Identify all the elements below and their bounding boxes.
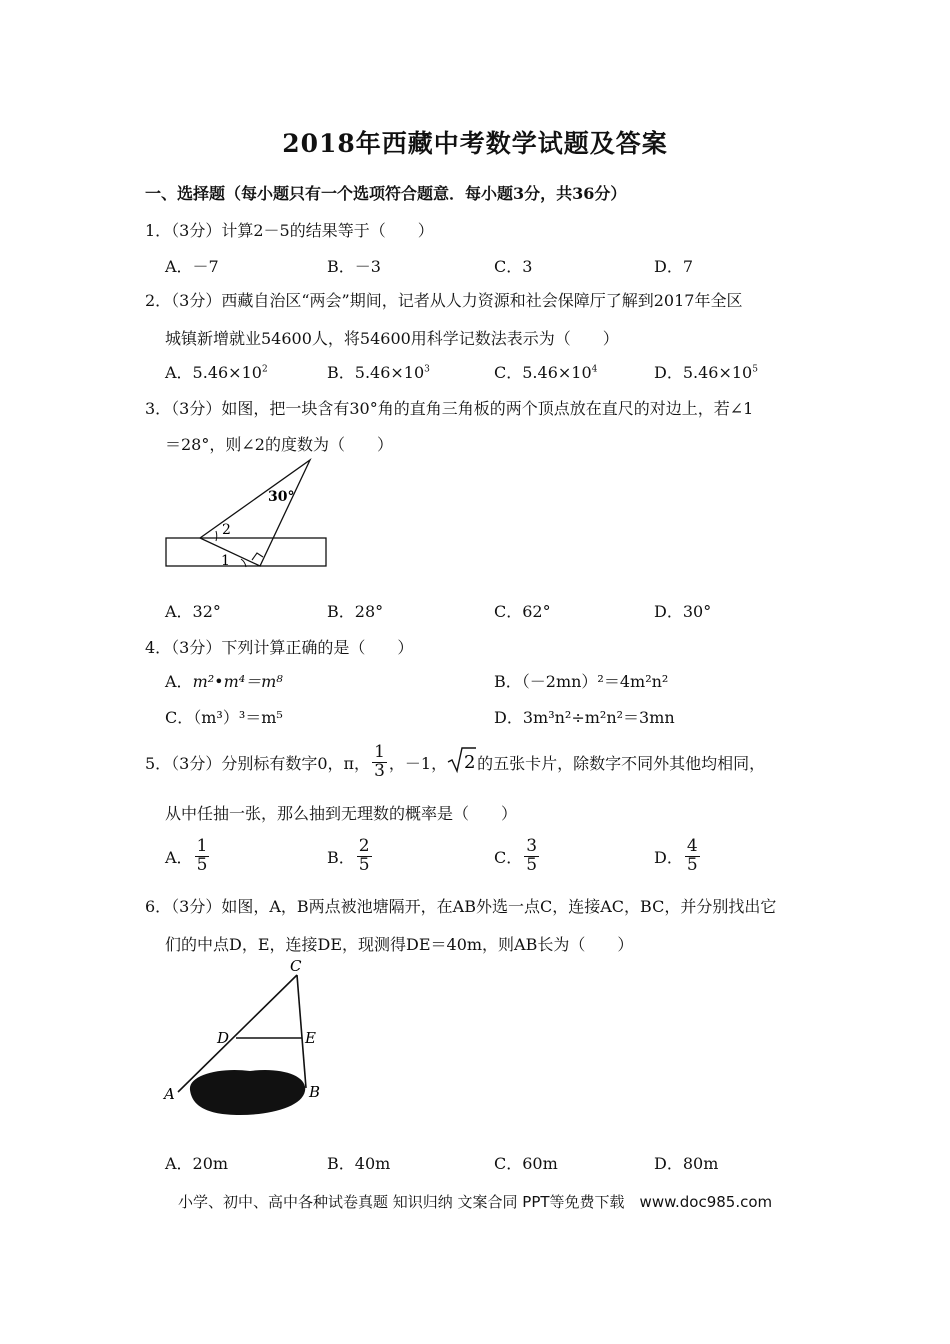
figure-point-d: D [217,1029,230,1047]
question-4-option-d: D．3m³n²÷m²n²＝3mn [494,708,675,727]
page-title: 2018年西藏中考数学试题及答案 [282,129,668,158]
question-6-figure [160,955,330,1125]
question-6-option-d: D．80m [654,1154,719,1173]
question-1-option-a: A．－7 [165,257,219,276]
question-5-option-b: B． $\frac{2}{5}$ [327,835,370,875]
question-6-option-a: A．20m [165,1154,229,1173]
question-4-option-c: C．（m³）³＝m⁵ [165,708,283,727]
question-6-line-1: 6．（3分）如图，A，B两点被池塘隔开，在AB外选一点C，连接AC，BC，并分别找出它 [145,897,777,916]
figure-angle-2-label: 2 [222,522,231,538]
question-3-figure [160,455,335,575]
question-3-option-b: B．28° [327,602,384,621]
question-5-line-1: 5．（3分）分别标有数字0，π， $\frac{1}{3}$ ，－1， 2 的五张卡片，除数字不同外其他均相同， [145,741,766,781]
question-1-stem: 1．（3分）计算2－5的结果等于（ ） [145,221,434,240]
figure-point-a: A [164,1085,175,1103]
figure-point-b: B [309,1083,321,1101]
svg-text:2: 2 [464,752,476,773]
question-5-line-2: 从中任抽一张，那么抽到无理数的概率是（ ） [165,804,518,823]
figure-angle-1-label: 1 [221,553,230,569]
one-third-fraction: $\frac{1}{3}$ [374,741,385,781]
question-3-line-2: ＝28°，则∠2的度数为（ ） [165,435,393,454]
question-1-option-b: B．－3 [327,257,381,276]
figure-angle-30-label: 30° [268,489,295,505]
question-2-option-b: B．$5.46\times 10^3$ [327,363,430,382]
triangle-shape [200,460,310,566]
figure-point-e: E [305,1029,316,1047]
question-3-option-c: C．62° [494,602,551,621]
question-2-line-2: 城镇新增就业54600人，将54600用科学记数法表示为（ ） [165,329,619,348]
question-2-option-a: A．$5.46\times 10^2$ [165,363,268,382]
ruler-shape [166,538,326,566]
question-1-option-c: C．3 [494,257,533,276]
question-5-option-a: A． $\frac{1}{5}$ [165,835,208,875]
question-3-option-d: D．30° [654,602,712,621]
right-angle-mark [252,553,263,560]
question-3-option-a: A．32° [165,602,221,621]
pond-shape [190,1070,305,1115]
question-4-option-a: A．m²•m⁴＝m⁸ [165,672,283,691]
question-2-option-c: C．$5.46\times 10^4$ [494,363,598,382]
figure-point-c: C [290,957,302,975]
question-2-option-d: D．$5.46\times 10^5$ [654,363,758,382]
section-heading: 一、选择题（每小题只有一个选项符合题意．每小题3分，共36分） [145,184,627,203]
angle-2-arc [216,531,217,541]
sqrt-two [447,746,477,778]
question-5-option-d: D． $\frac{4}{5}$ [654,835,698,875]
question-4-option-b: B．（－2mn）²＝4m²n² [494,672,669,691]
question-1-option-d: D．7 [654,257,694,276]
question-6-option-b: B．40m [327,1154,391,1173]
question-5-option-c: C． $\frac{3}{5}$ [494,835,538,875]
question-6-line-2: 们的中点D，E，连接DE，现测得DE＝40m，则AB长为（ ） [165,935,634,954]
page-footer: 小学、初中、高中各种试卷真题 知识归纳 文案合同 PPT等免费下载 www.doc985.com [178,1193,773,1211]
question-4-stem: 4．（3分）下列计算正确的是（ ） [145,638,414,657]
question-6-option-c: C．60m [494,1154,558,1173]
question-3-line-1: 3．（3分）如图，把一块含有30°角的直角三角板的两个顶点放在直尺的对边上，若∠1 [145,399,754,418]
question-2-line-1: 2．（3分）西藏自治区“两会”期间，记者从人力资源和社会保障厅了解到2017年全区 [145,291,743,310]
